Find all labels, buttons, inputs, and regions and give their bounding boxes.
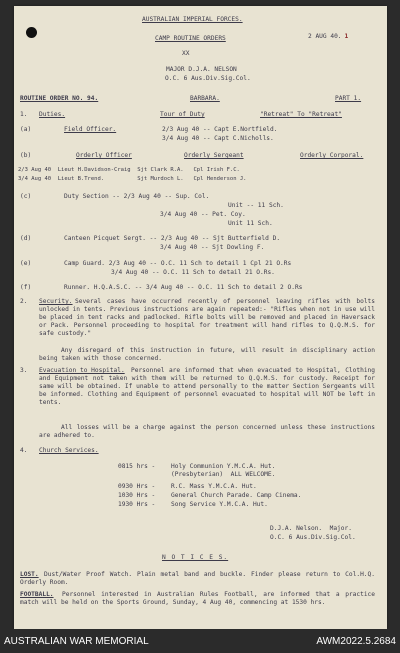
s1-b-head-corporal: Orderly Corporal. [300, 152, 364, 159]
lost-text: Dust/Water Proof Watch. Plain metal band and buckle. Finder please return to Col.H.Q. Orderly Room. [20, 571, 375, 586]
notices-heading: N O T I C E S. [162, 554, 229, 561]
s1-d-line2: 3/4 Aug 40 -- Sjt Dowling F. [160, 244, 265, 251]
s1-title: Duties. [39, 111, 66, 118]
s4-service-2: R.C. Mass Y.M.C.A. Hut. [171, 483, 257, 490]
footer-bar [0, 629, 400, 653]
s1-b-label: (b) [20, 152, 32, 159]
s4-time-3: 1030 Hrs - [118, 492, 156, 499]
s1-f-line1: Runner. H.Q.A.S.C. -- 3/4 Aug 40 -- O.C. 11 Sch to detail 2 O.Rs [64, 284, 303, 291]
s1-a-line2: 3/4 Aug 40 -- Capt C.Nicholls. [162, 135, 274, 142]
s2-title: Security. [39, 298, 73, 305]
s1-c-line2: Unit -- 11 Sch. [228, 202, 284, 209]
x-mark: XX [182, 50, 190, 57]
s4-time-2: 0930 Hrs - [118, 483, 156, 490]
s4-title: Church Services. [39, 447, 99, 454]
order-date: 2 AUG 40. 1 [308, 33, 349, 40]
s1-retreat: "Retreat" To "Retreat" [260, 111, 342, 118]
s1-e-label: (e) [20, 260, 32, 267]
header-title: AUSTRALIAN IMPERIAL FORCES. [142, 16, 243, 23]
s1-d-line1: Canteen Picquet Sergt. -- 2/3 Aug 40 -- Sjt Butterfield D. [64, 235, 281, 242]
s3-para1: Personnel are informed that when evacuated to Hospital, Clothing and Equipment not taken with them will be returned to Q.Q.M.S. for custody. Receipt for same will be obtained. If unable to attend personally to the matter Section Sergeants will be informed. Clothing and Equipment of personnel evacuated to hospital will NOT be left in tents. [39, 367, 375, 406]
s1-a-role: Field Officer. [64, 126, 117, 133]
football-text: Personnel interested in Australian Rules Football, are informed that a practice match will be held on the Sports Ground, Sunday, 4 Aug 40, commencing at 1530 hrs. [20, 591, 375, 606]
s1-b-head-officer: Orderly Officer [76, 152, 132, 159]
signature-name: D.J.A. Nelson. Major. [270, 525, 352, 532]
s1-tour: Tour of Duty [160, 111, 205, 118]
s1-b-line1: 2/3 Aug 40 Lieut H.Davidson-Craig Sjt Clark R.A. Cpl Irish F.C. [18, 167, 240, 173]
lost-label: LOST. [20, 571, 39, 578]
s4-service-3: General Church Parade. Camp Cinema. [171, 492, 302, 499]
s1-num: 1. [20, 111, 28, 118]
s1-e-line2: 3/4 Aug 40 -- O.C. 11 Sch to detail 21 O.Rs. [111, 269, 275, 276]
part: PART 1. [335, 95, 362, 102]
s1-c-line1: Duty Section -- 2/3 Aug 40 -- Sup. Col. [64, 193, 210, 200]
s2-num: 2. [20, 298, 28, 305]
s4-service-4: Song Service Y.M.C.A. Hut. [171, 501, 268, 508]
punch-hole [26, 27, 37, 38]
football-label: FOOTBALL. [20, 591, 54, 598]
date-mark: 1 [344, 33, 349, 40]
s1-b-head-sergeant: Orderly Sergeant [184, 152, 244, 159]
oc-line: O.C. 6 Aus.Div.Sig.Col. [165, 75, 251, 82]
orders-title: CAMP ROUTINE ORDERS [155, 35, 226, 42]
s4-service-1b: (Presbyterian) ALL WELCOME. [171, 471, 276, 478]
s1-c-line3: 3/4 Aug 40 -- Pet. Coy. [160, 211, 246, 218]
s1-c-line4: Unit 11 Sch. [228, 220, 273, 227]
routine-order-no: ROUTINE ORDER NO. 94. [20, 95, 99, 102]
footer-accession-number: AWM2022.5.2684 [316, 636, 396, 647]
by-line: MAJOR D.J.A. NELSON [166, 66, 237, 73]
signature-unit: O.C. 6 Aus.Div.Sig.Col. [270, 534, 356, 541]
s1-d-label: (d) [20, 235, 32, 242]
s3-num: 3. [20, 367, 28, 374]
s3-para2: All losses will be a charge against the person concerned unless these instructions are adhered to. [39, 424, 375, 439]
s1-a-label: (a) [20, 126, 32, 133]
s2-para1: Several cases have occurred recently of personnel leaving rifles with bolts unlocked in tents. Previous instructions are again repeated:- "Rifles when not in use will be placed in tent racks and padlocked. Rifle bolts will be removed and placed in Haversack or Pack. Personnel proceeding to hospital for treatment will hand rifles to Q.Q.M.S. for safe custody." [39, 298, 375, 337]
s1-a-line1: 2/3 Aug 40 -- Capt E.Nortfield. [162, 126, 278, 133]
document-page [14, 6, 387, 629]
s4-num: 4. [20, 447, 28, 454]
s3-title: Evacuation to Hospital. [39, 367, 125, 374]
s4-time-4: 1930 Hrs - [118, 501, 156, 508]
s1-b-line2: 3/4 Aug 40 Lieut B.Trend. Sjt Murdoch L. Cpl Henderson J. [18, 176, 247, 182]
s4-time-1: 0815 hrs - [118, 463, 156, 470]
footer-institution: AUSTRALIAN WAR MEMORIAL [4, 636, 149, 647]
place: BARBARA. [190, 95, 220, 102]
s1-e-line1: Camp Guard. 2/3 Aug 40 -- O.C. 11 Sch to detail 1 Cpl 21 O.Rs [64, 260, 292, 267]
s1-f-label: (f) [20, 284, 32, 291]
s1-c-label: (c) [20, 193, 32, 200]
s2-para2: Any disregard of this instruction in future, will result in disciplinary action being taken with those concerned. [39, 347, 375, 362]
s4-service-1: Holy Communion Y.M.C.A. Hut. [171, 463, 276, 470]
